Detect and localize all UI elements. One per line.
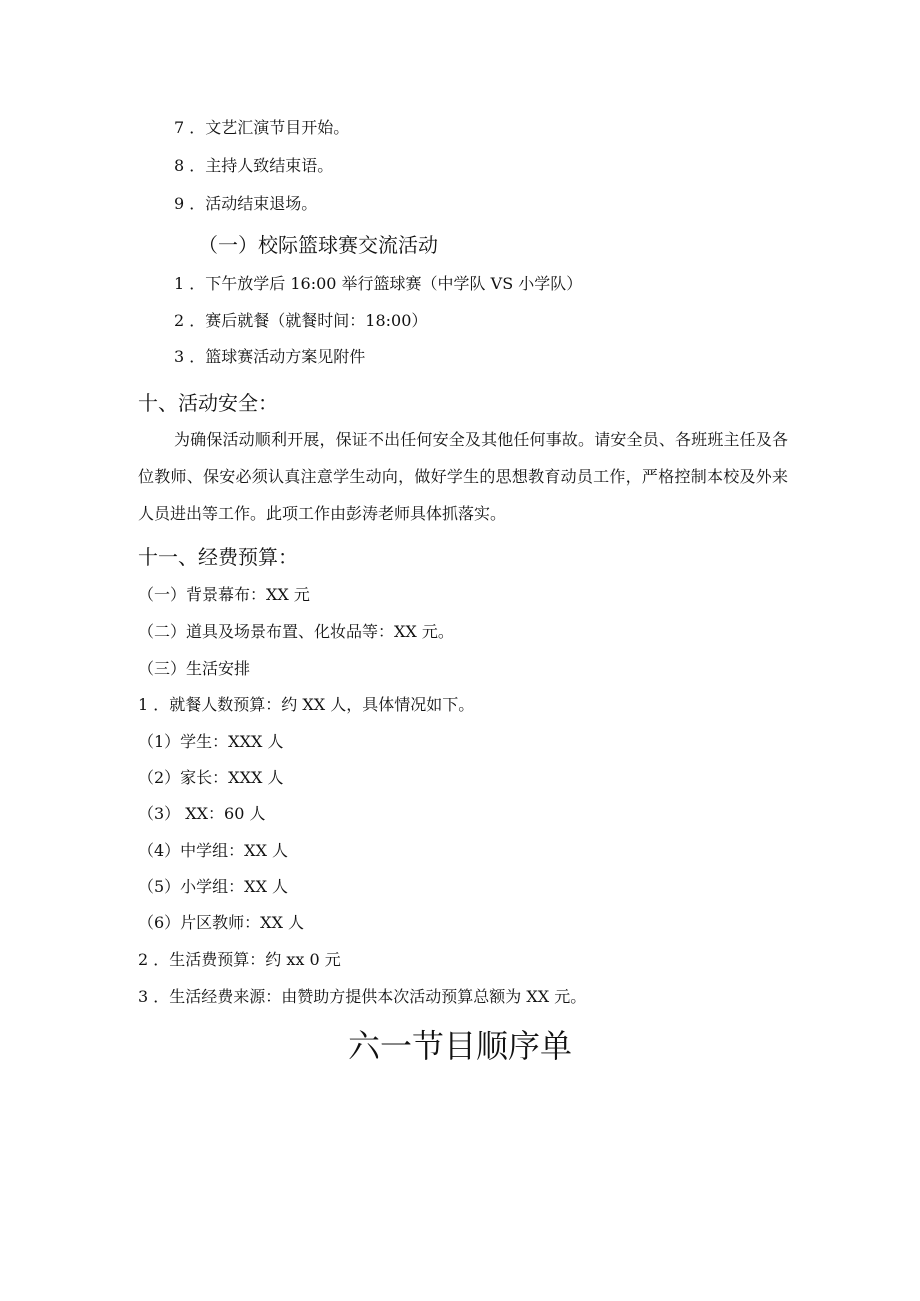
budget-living-arrangement: （三）生活安排 xyxy=(138,659,251,678)
program-step-7: 7 ．文艺汇演节目开始。 xyxy=(174,118,350,137)
budget-heading: 十一、经费预算： xyxy=(138,545,298,569)
basketball-item-3: 3 ．篮球赛活动方案见附件 xyxy=(174,347,366,366)
budget-funding-source: 3 ．生活经费来源：由赞助方提供本次活动预算总额为 XX 元。 xyxy=(138,987,587,1006)
budget-props: （二）道具及场景布置、化妆品等：XX 元。 xyxy=(138,622,454,641)
budget-background-curtain: （一）背景幕布：XX 元 xyxy=(138,585,310,604)
basketball-heading: （一）校际篮球赛交流活动 xyxy=(198,233,438,257)
program-list-title: 六一节目顺序单 xyxy=(347,1027,572,1065)
budget-students: （1）学生：XXX 人 xyxy=(138,732,284,751)
budget-primary-school: （5）小学组：XX 人 xyxy=(138,877,289,896)
budget-parents: （2）家长：XXX 人 xyxy=(138,768,284,787)
budget-district-teachers: （6）片区教师：XX 人 xyxy=(138,913,305,932)
budget-middle-school: （4）中学组：XX 人 xyxy=(138,841,289,860)
budget-living-cost: 2 ．生活费预算：约 xx 0 元 xyxy=(138,950,341,969)
program-step-8: 8 ．主持人致结束语。 xyxy=(174,156,334,175)
safety-paragraph: 为确保活动顺利开展，保证不出任何安全及其他任何事故。请安全员、各班班主任及各位教师、保安必须认真注意学生动向，做好学生的思想教育动员工作，严格控制本校及外来人员进出等工作。此项工作由彭涛老师具体抓落实。 xyxy=(138,430,788,523)
basketball-item-1: 1 ．下午放学后 16:00 举行篮球赛（中学队 VS 小学队） xyxy=(174,274,583,293)
basketball-item-2: 2 ．赛后就餐（就餐时间：18:00） xyxy=(174,311,428,330)
safety-heading: 十、活动安全： xyxy=(138,391,278,415)
budget-dining-count: 1 ．就餐人数预算：约 XX 人，具体情况如下。 xyxy=(138,695,475,714)
budget-xx: （3） XX：60 人 xyxy=(138,804,266,823)
program-step-9: 9 ．活动结束退场。 xyxy=(174,194,318,213)
